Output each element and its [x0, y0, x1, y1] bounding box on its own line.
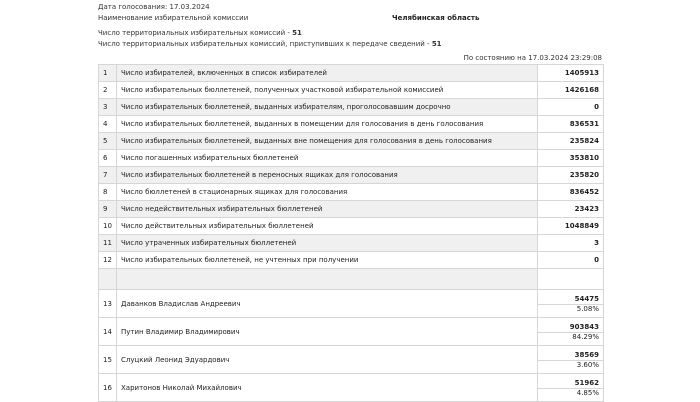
table-spacer-row: [99, 269, 604, 290]
candidate-name: Даванков Владислав Андреевич: [117, 290, 538, 318]
row-label: Число избирателей, включенных в список избирателей: [117, 65, 538, 82]
row-value: 0: [538, 252, 604, 269]
candidate-votes: 903843: [569, 322, 599, 331]
row-value: 23423: [538, 201, 604, 218]
tik-count-label: Число территориальных избирательных комиссий -: [98, 29, 290, 37]
row-number: 4: [99, 116, 117, 133]
row-number: 13: [99, 290, 117, 318]
candidate-result: [538, 318, 604, 346]
candidate-votes: 54475: [574, 294, 599, 303]
table-row: [99, 184, 604, 201]
region-name: Челябинская область: [392, 14, 480, 22]
row-value: 3: [538, 235, 604, 252]
row-number: 16: [99, 374, 117, 402]
tik-started-label: Число территориальных избирательных комиссий, приступивших к передаче сведений -: [98, 40, 430, 48]
row-number: 11: [99, 235, 117, 252]
row-number: 9: [99, 201, 117, 218]
spacer-cell: [117, 269, 538, 290]
vote-date-line: [98, 3, 210, 12]
row-value: 1426168: [538, 82, 604, 99]
row-number: 1: [99, 65, 117, 82]
table-row: [99, 116, 604, 133]
candidate-row: [99, 318, 604, 346]
candidate-votes: 38569: [574, 350, 599, 359]
tik-started-line: [98, 40, 442, 49]
row-value: 1048849: [538, 218, 604, 235]
row-number: 14: [99, 318, 117, 346]
table-row: [99, 65, 604, 82]
row-label: Число избирательных бюллетеней, выданных вне помещения для голосования в день голосования: [117, 133, 538, 150]
table-row: [99, 201, 604, 218]
row-label: Число бюллетеней в стационарных ящиках для голосования: [117, 184, 538, 201]
candidate-name: Харитонов Николай Михайлович: [117, 374, 538, 402]
row-value: 836531: [538, 116, 604, 133]
vote-date-value: 17.03.2024: [169, 3, 210, 11]
row-label: Число избирательных бюллетеней, не учтенных при получении: [117, 252, 538, 269]
table-row: [99, 252, 604, 269]
row-label: Число погашенных избирательных бюллетеней: [117, 150, 538, 167]
row-value: 836452: [538, 184, 604, 201]
row-number: 5: [99, 133, 117, 150]
row-value: 235824: [538, 133, 604, 150]
row-label: Число утраченных избирательных бюллетеней: [117, 235, 538, 252]
row-value: 353810: [538, 150, 604, 167]
table-row: [99, 133, 604, 150]
spacer-cell: [538, 269, 604, 290]
candidate-votes: 51962: [574, 378, 599, 387]
candidate-result: [538, 374, 604, 402]
table-row: [99, 99, 604, 116]
candidate-percent: 4.85%: [538, 388, 603, 398]
tik-count-value: 51: [292, 29, 302, 37]
candidate-name: Слуцкий Леонид Эдуардович: [117, 346, 538, 374]
table-row: [99, 167, 604, 184]
table-row: [99, 235, 604, 252]
table-row: [99, 150, 604, 167]
vote-date-label: Дата голосования:: [98, 3, 168, 11]
row-value: 1405913: [538, 65, 604, 82]
table-row: [99, 218, 604, 235]
row-number: 10: [99, 218, 117, 235]
candidate-percent: 5.08%: [538, 304, 603, 314]
row-label: Число действительных избирательных бюллетеней: [117, 218, 538, 235]
row-label: Число избирательных бюллетеней, выданных в помещении для голосования в день голосования: [117, 116, 538, 133]
commission-label: Наименование избирательной комиссии: [98, 14, 249, 22]
row-number: 7: [99, 167, 117, 184]
candidate-percent: 84.29%: [538, 332, 603, 342]
row-label: Число недействительных избирательных бюллетеней: [117, 201, 538, 218]
row-value: 235820: [538, 167, 604, 184]
row-number: 3: [99, 99, 117, 116]
tik-count-line: [98, 29, 302, 38]
table-row: [99, 82, 604, 99]
candidate-row: [99, 346, 604, 374]
as-of-timestamp: По состоянию на 17.03.2024 23:29:08: [463, 54, 602, 62]
row-value: 0: [538, 99, 604, 116]
spacer-cell: [99, 269, 117, 290]
row-number: 15: [99, 346, 117, 374]
tik-started-value: 51: [431, 40, 442, 48]
candidate-result: [538, 346, 604, 374]
candidate-row: [99, 374, 604, 402]
candidate-percent: 3.60%: [538, 360, 603, 370]
row-label: Число избирательных бюллетеней, полученных участковой избирательной комиссией: [117, 82, 538, 99]
row-label: Число избирательных бюллетеней в переносных ящиках для голосования: [117, 167, 538, 184]
results-table: [98, 64, 604, 402]
row-number: 2: [99, 82, 117, 99]
candidate-row: [99, 290, 604, 318]
candidate-name: Путин Владимир Владимирович: [117, 318, 538, 346]
row-number: 6: [99, 150, 117, 167]
row-number: 12: [99, 252, 117, 269]
candidate-result: [538, 290, 604, 318]
row-number: 8: [99, 184, 117, 201]
row-label: Число избирательных бюллетеней, выданных избирателям, проголосовавшим досрочно: [117, 99, 538, 116]
